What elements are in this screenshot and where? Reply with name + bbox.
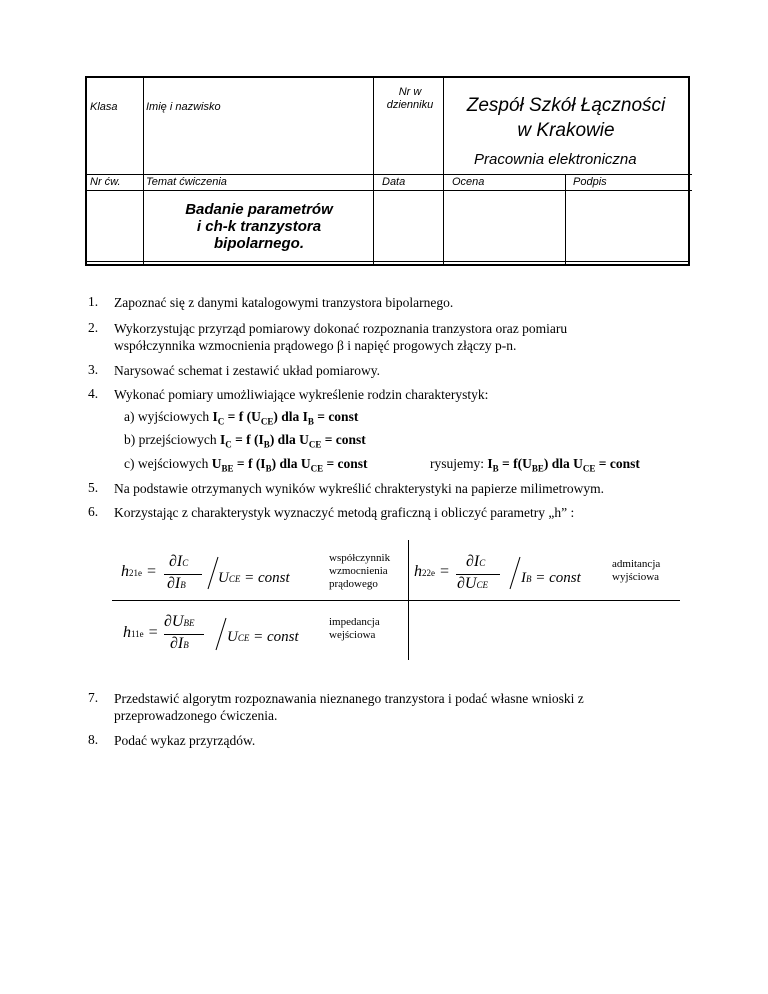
- label-ocena: Ocena: [452, 176, 485, 188]
- item-num: 5.: [88, 480, 99, 495]
- h22-desc-2: wyjściowa: [612, 571, 660, 583]
- item-text: Narysować schemat i zestawić układ pomiarowy.: [114, 363, 381, 378]
- label-nr-cw: Nr ćw.: [90, 176, 121, 188]
- formula-h11-den: ∂IB: [170, 635, 189, 652]
- label-klasa: Klasa: [90, 101, 118, 113]
- item-text: Korzystając z charakterystyk wyznaczyć metodą graficzną i obliczyć parametry „h” :: [114, 505, 575, 520]
- item-num: 7.: [88, 690, 99, 705]
- formula-h21: h21e =: [121, 563, 157, 580]
- item-num: 2.: [88, 320, 99, 335]
- label-imie: Imię i nazwisko: [146, 101, 221, 113]
- item-text: Wykonać pomiary umożliwiające wykreślenie rodzin charakterystyk:: [114, 387, 489, 402]
- item-text-cont: przeprowadzonego ćwiczenia.: [114, 708, 278, 723]
- formula-h11: h11e =: [123, 624, 159, 641]
- formula-h22-cond: IB = const: [521, 570, 581, 586]
- item-text: Podać wykaz przyrządów.: [114, 733, 256, 748]
- topic-line3: bipolarnego.: [214, 235, 304, 252]
- label-podpis: Podpis: [573, 176, 607, 188]
- formula-h11-cond: UCE = const: [227, 629, 299, 645]
- label-nr-dziennik-2: dzienniku: [386, 99, 434, 111]
- school-name-line2: w Krakowie: [517, 120, 615, 141]
- subitem-c: c) wejściowych $U_{BE} = f$ $(I_B)$ dla $U_{CE}$ = const: [124, 456, 368, 474]
- h21-desc-2: wzmocnienia: [329, 565, 388, 577]
- formula-h22-num: ∂IC: [466, 553, 486, 570]
- school-name-line1: Zespół Szkół Łączności: [466, 95, 666, 116]
- item-text-cont: współczynnika wzmocnienia prądowego β i napięć progowych złączy p-n.: [114, 338, 517, 353]
- item-num: 1.: [88, 294, 99, 309]
- h22-desc-1: admitancja: [612, 558, 661, 570]
- subitem-b: b) przejściowych $I_C = f$ $(I_B)$ dla $U_{CE}$ = const: [124, 432, 366, 450]
- params-divider-horizontal: [112, 600, 680, 601]
- slash-icon: [214, 616, 228, 652]
- label-nr-dziennik-1: Nr w: [398, 86, 422, 98]
- h11-desc-2: wejściowa: [329, 629, 376, 641]
- formula-h21-num: ∂IC: [169, 553, 189, 570]
- formula-h21-cond: UCE = const: [218, 570, 290, 586]
- item-text: Przedstawić algorytm rozpoznawania nieznanego tranzystora i podać własne wnioski z: [114, 691, 584, 706]
- label-temat: Temat ćwiczenia: [146, 176, 227, 188]
- item-num: 3.: [88, 362, 99, 377]
- topic-line2: i ch-k tranzystora: [196, 218, 322, 235]
- h11-desc-1: impedancja: [329, 616, 380, 628]
- item-text: Na podstawie otrzymanych wyników wykreślić chrakterystyki na papierze milimetrowym.: [114, 481, 604, 496]
- item-num: 8.: [88, 732, 99, 747]
- h21-desc-1: współczynnik: [329, 552, 391, 564]
- topic-line1: Badanie parametrów: [185, 201, 333, 218]
- item-num: 4.: [88, 386, 99, 401]
- formula-h22: h22e =: [414, 563, 450, 580]
- formula-h22-den: ∂UCE: [457, 575, 488, 592]
- subitem-c-note: rysujemy: $I_B = f(U_{BE})$ dla $U_{CE}$ = const: [430, 456, 640, 474]
- h21-desc-3: prądowego: [329, 578, 378, 590]
- label-data: Data: [382, 176, 406, 188]
- item-text: Zapoznać się z danymi katalogowymi tranzystora bipolarnego.: [114, 295, 454, 310]
- subitem-a: a) wyjściowych $I_C = f$ $(U_{CE})$ dla $I_B$ = const: [124, 409, 359, 427]
- item-text: Wykorzystując przyrząd pomiarowy dokonać rozpoznania tranzystora oraz pomiaru: [114, 321, 568, 336]
- slash-icon: [508, 555, 522, 591]
- pracownia: Pracownia elektroniczna: [474, 151, 637, 168]
- item-num: 6.: [88, 504, 99, 519]
- formula-h21-den: ∂IB: [167, 575, 186, 592]
- formula-h11-num: ∂UBE: [164, 613, 195, 630]
